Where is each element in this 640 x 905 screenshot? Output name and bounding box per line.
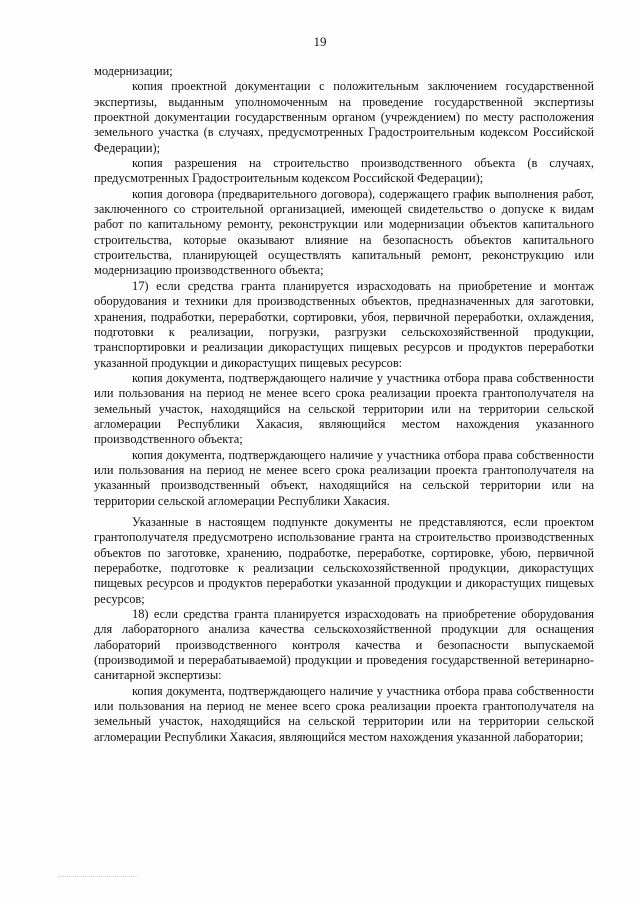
paragraph-facility-ownership-copy: копия документа, подтверждающего наличие у участника отбора права собственности или пользования на период не менее всего срока реализации проекта грантополучателя на указанный производственный объект, находящийся на сельской территории или на территории сельской агломерации Республики Хакасия. [94,447,594,508]
scan-artifact [58,876,138,881]
paragraph-continuation: модернизации; [94,64,173,78]
document-body [94,64,594,745]
paragraph-laboratory-land-copy: копия документа, подтверждающего наличие у участника отбора права собственности или пользования на период не менее всего срока реализации проекта грантополучателя на земельный участок, находящийся на сельской территории или на территории сельской агломерации Республики Хакасия, являющийся местом нахождения указанной лаборатории; [94,683,594,744]
paragraph-item-18: 18) если средства гранта планируется израсходовать на приобретение оборудования для лабораторного анализа качества сельскохозяйственной продукции для оснащения лабораторий производственного контроля качества и безопасности выпускаемой (производимой и перерабатываемой) продукции и проведения государственной ветеринарно-санитарной экспертизы: [94,607,594,683]
paragraph-project-documentation: копия проектной документации с положительным заключением государственной экспертизы, выданным уполномоченным на проведение государственной экспертизы проектной документации государственным органом (учреждением) по месту расположения земельного участка (в случаях, предусмотренных Градостроительным кодексом Российской Федерации); [94,79,594,155]
paragraph-construction-permit: копия разрешения на строительство производственного объекта (в случаях, предусмотренных Градостроительным кодексом Российской Федерации); [94,156,594,186]
paragraph-documents-not-required: Указанные в настоящем подпункте документы не представляются, если проектом грантополучателя предусмотрено использование гранта на строительство производственных объектов по заготовке, хранению, подработке, переработке, сортировке, убою, первичной переработке, подготовке к реализации сельскохозяйственной продукции, дикорастущих пищевых ресурсов и продуктов переработки указанной продукции и дикорастущих пищевых ресурсов; [94,514,594,606]
page-number: 19 [313,34,327,49]
paragraph-item-17: 17) если средства гранта планируется израсходовать на приобретение и монтаж оборудования и техники для производственных объектов, предназначенных для заготовки, хранения, подработки, переработки, сортировки, убоя, первичной переработки, охлаждения, подготовки к реализации, погрузки, разгрузки сельскохозяйственной продукции, транспортировки и реализации дикорастущих пищевых ресурсов и продуктов переработки указанной продукции и дикорастущих пищевых ресурсов: [94,278,594,370]
paragraph-contract-copy: копия договора (предварительного договора), содержащего график выполнения работ, заключенного со строительной организацией, имеющей свидетельство о допуске к видам работ по капитальному ремонту, реконструкции или модернизации объектов капитального строительства, которые оказывают влияние на безопасность объектов капитального строительства, планирующей осуществлять капитальный ремонт, реконструкцию или модернизацию производственного объекта; [94,186,594,278]
paragraph-land-ownership-copy: копия документа, подтверждающего наличие у участника отбора права собственности или пользования на период не менее всего срока реализации проекта грантополучателя на земельный участок, находящийся на сельской территории или на территории сельской агломерации Республики Хакасия, являющийся местом нахождения указанного производственного объекта; [94,370,594,447]
